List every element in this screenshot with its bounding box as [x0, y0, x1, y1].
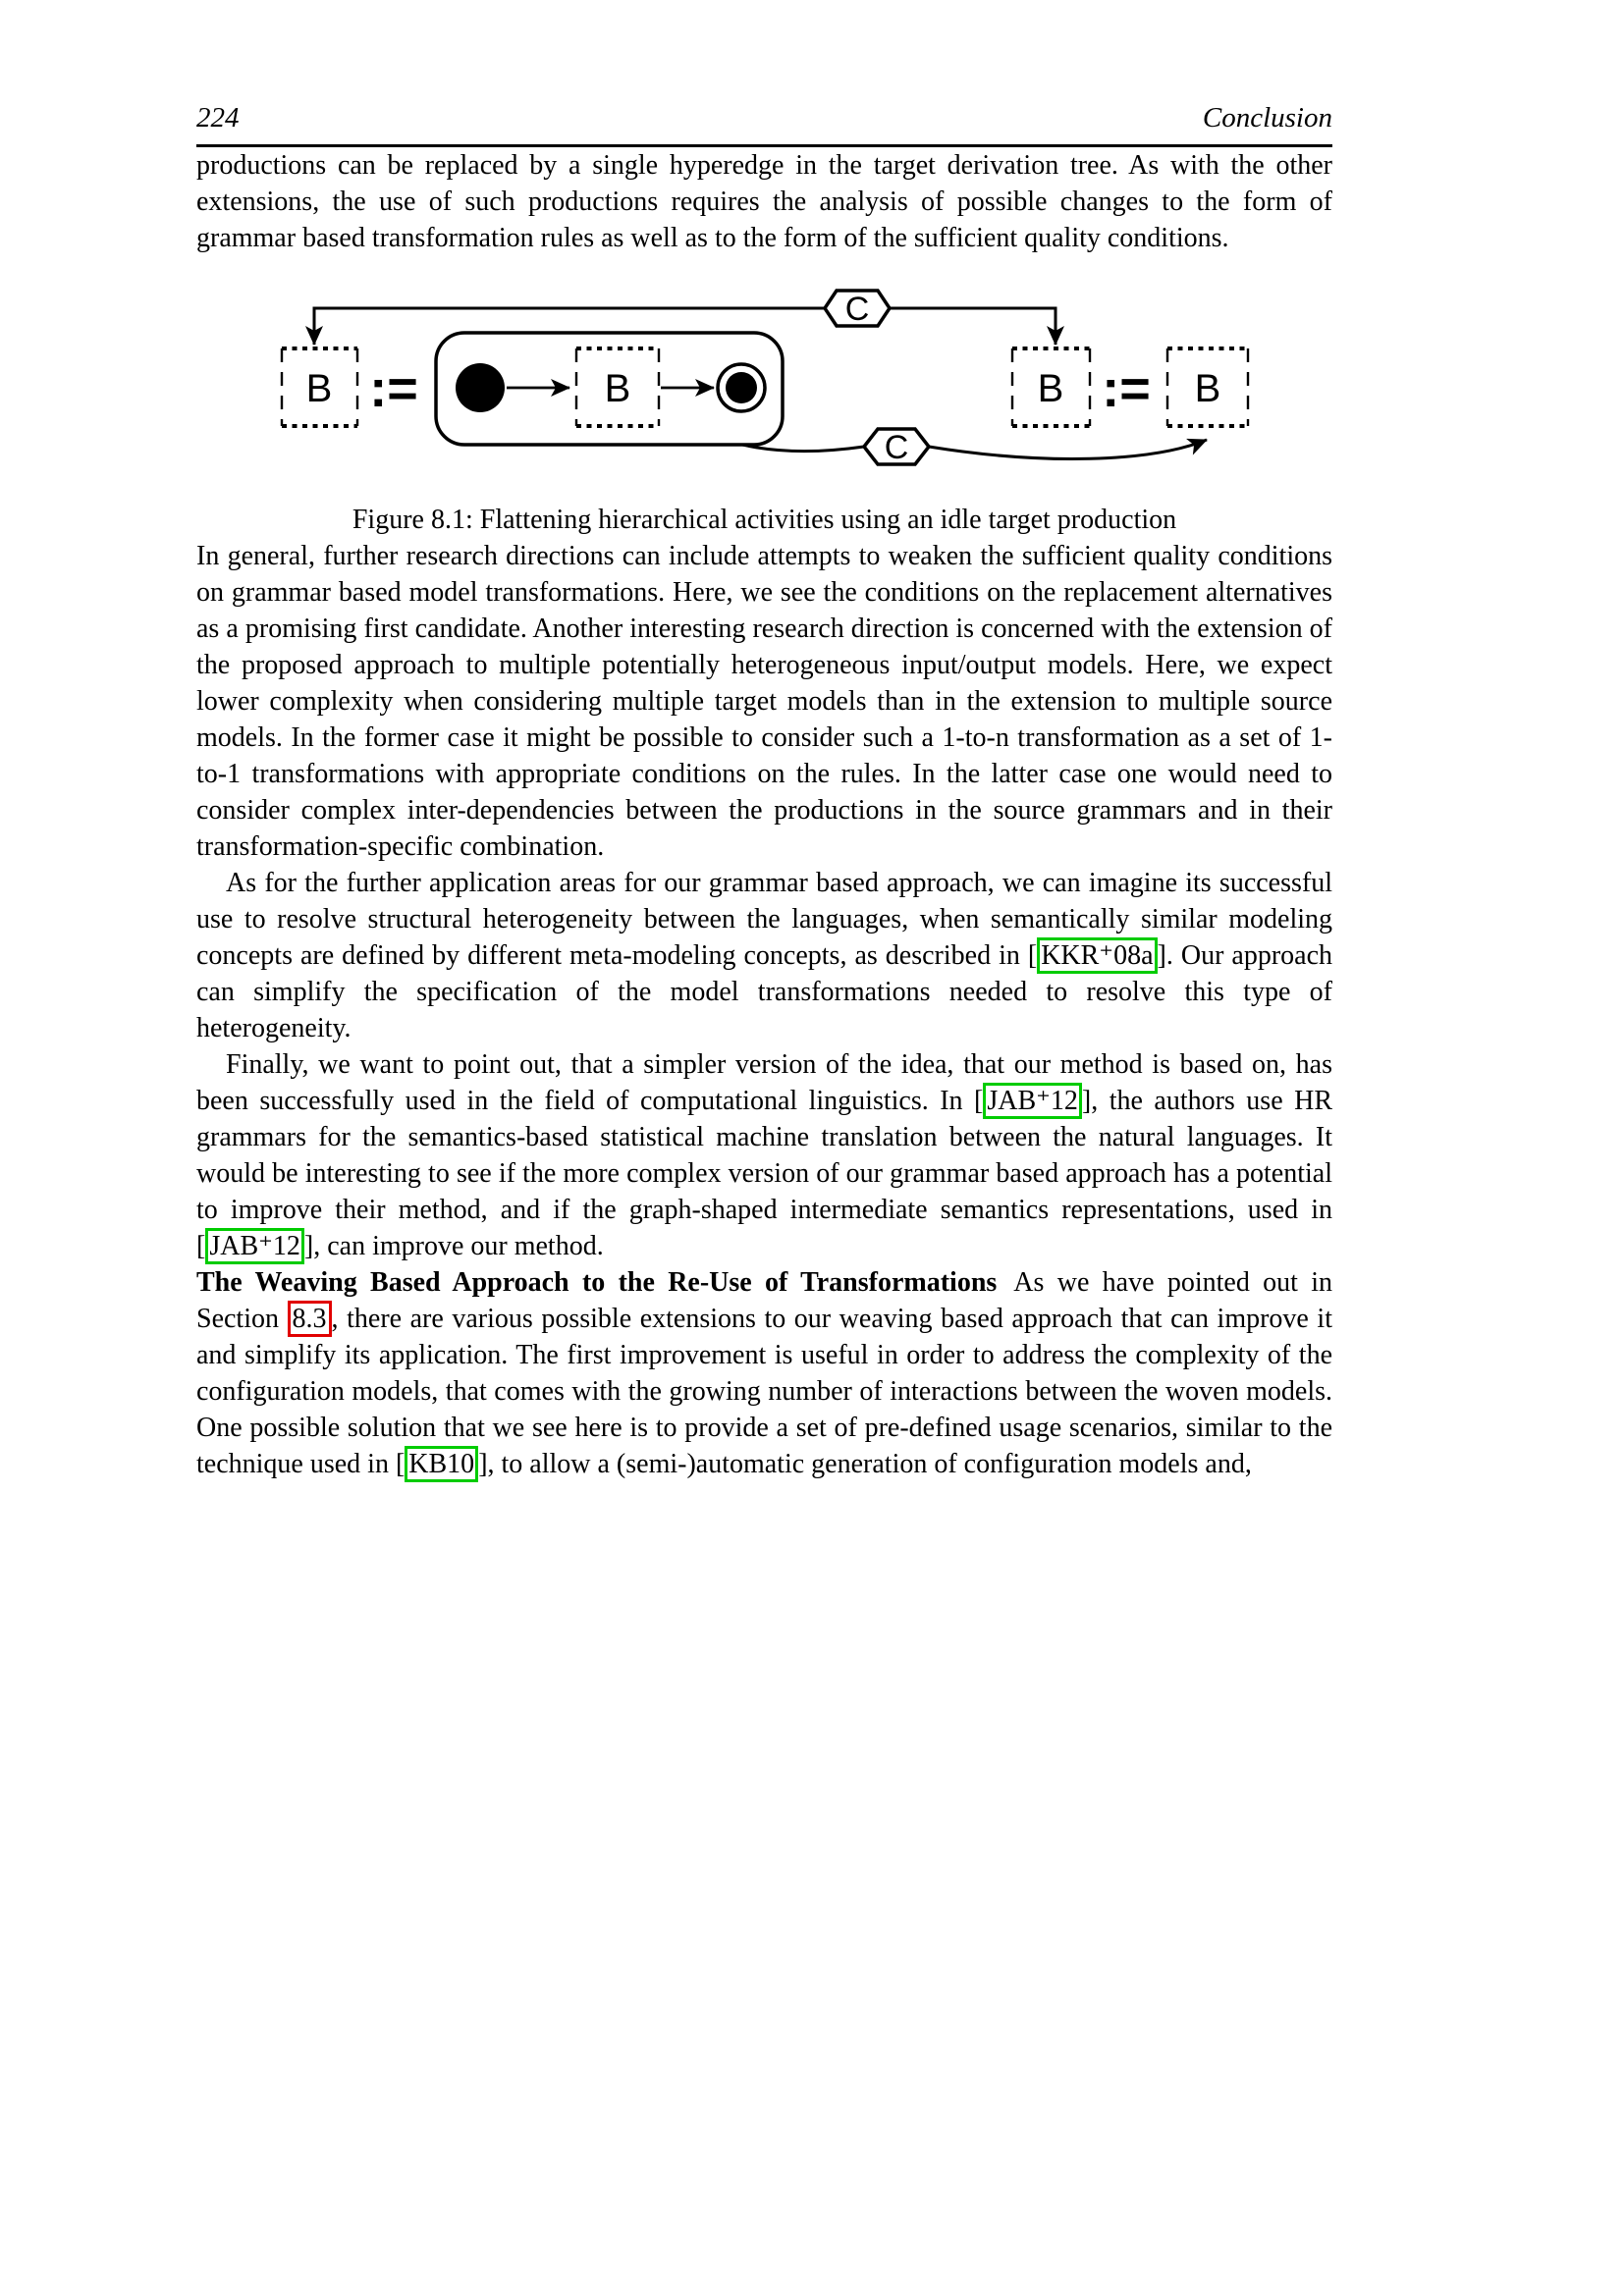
paragraph-text: , there are various possible extensions to our weaving based approach that can improve it and simplify its application. The first improvement is useful in order to address the complexity of the configuration models, that comes with the growing number of interactions between the woven models. One possible solution that we see here is to provide a set of pre-defined usage scenarios, similar to the technique used in — [196, 1304, 1332, 1479]
c-label-bottom: C — [884, 429, 909, 466]
paragraph-text: As we have pointed out in Section — [196, 1267, 1332, 1334]
page-number: 224 — [196, 102, 240, 133]
page-header — [196, 102, 1332, 147]
citation-link-jab12-first[interactable]: JAB⁺12 — [983, 1083, 1082, 1119]
citation-link-jab12-second[interactable]: JAB⁺12 — [205, 1228, 304, 1264]
section-ref-8-3[interactable]: 8.3 — [288, 1301, 332, 1337]
paragraph-text: Finally, we want to point out, that a simpler version of the idea, that our method is based on, has been successfully used in the field of computational linguistics. In — [196, 1049, 1332, 1116]
citation-bracket: ] — [1157, 940, 1166, 971]
rhs-b-right-label: B — [1194, 367, 1221, 410]
lhs-b-label: B — [305, 367, 333, 410]
paragraph-productions: productions can be replaced by a single hyperedge in the target derivation tree. As with the other extensions, the use of such productions requires the analysis of possible changes to the form of grammar based transformation rules as well as to the form of the sufficient quality conditions. — [196, 150, 1332, 253]
initial-node-icon — [456, 363, 505, 412]
citation-bracket: ] — [478, 1449, 488, 1479]
assign-symbol-left: := — [369, 359, 418, 418]
citation-bracket: ] — [1081, 1086, 1092, 1116]
paragraph-text: As for the further application areas for our grammar based approach, we can imagine its successful use to resolve structural heterogeneity between the languages, when semantically similar modeling concepts are defined by different meta-modeling concepts, as described in — [196, 868, 1332, 971]
citation-bracket: [ — [974, 1086, 984, 1116]
citation-bracket: [ — [196, 1231, 206, 1261]
final-node-inner — [726, 372, 757, 403]
paragraph-finally — [196, 1046, 1332, 1264]
inner-b-label: B — [604, 367, 631, 410]
subsection-heading: The Weaving Based Approach to the Re-Use of Transformations — [196, 1267, 998, 1298]
paragraph-weaving — [196, 1264, 1332, 1482]
figure-8-1 — [196, 269, 1332, 538]
citation-link-kkr08a[interactable]: KKR⁺08a — [1037, 937, 1157, 974]
paragraph-text: , to allow a (semi-)automatic generation of configuration models and, — [487, 1449, 1252, 1479]
paragraph-text: , can improve our method. — [313, 1231, 604, 1261]
assign-symbol-right: := — [1102, 359, 1151, 418]
chapter-running-title: Conclusion — [1202, 102, 1332, 133]
figure-diagram — [278, 269, 1270, 495]
citation-bracket: [ — [395, 1449, 406, 1479]
citation-bracket: [ — [1027, 940, 1038, 971]
citation-link-kb10[interactable]: KB10 — [405, 1446, 478, 1482]
c-label-top: C — [844, 291, 870, 328]
rhs-b-left-label: B — [1037, 367, 1064, 410]
text-column — [196, 0, 1332, 1482]
paragraph-text: . Our approach can simplify the specification of the model transformations needed to resolve this type of heterogeneity. — [196, 940, 1333, 1043]
paragraph-in-general: In general, further research directions can include attempts to weaken the sufficient quality conditions on grammar based model transformations. Here, we see the conditions on the replacement alternatives as a promising first candidate. Another interesting research direction is concerned with the extension of the proposed approach to multiple potentially heterogeneous input/output models. Here, we expect lower complexity when considering multiple target models than in the extension to multiple source models. In the former case it might be possible to consider such a 1-to-n transformation as a set of 1-to-1 transformations with appropriate conditions on the rules. In the latter case one would need to consider complex inter-dependencies between the productions in the source grammars and in their transformation-specific combination. — [196, 541, 1332, 862]
paragraph-as-for — [196, 865, 1332, 1046]
containment-edge-bottom-right — [929, 440, 1207, 458]
figure-caption: Figure 8.1: Flattening hierarchical activities using an idle target production — [352, 505, 1177, 535]
paragraph-text: , the authors use HR grammars for the semantics-based statistical machine translation between the natural languages. It would be interesting to see if the more complex version of our grammar based approach has a potential to improve their method, and if the graph-shaped intermediate semantics representations, used in — [196, 1086, 1332, 1225]
citation-bracket: ] — [303, 1231, 314, 1261]
